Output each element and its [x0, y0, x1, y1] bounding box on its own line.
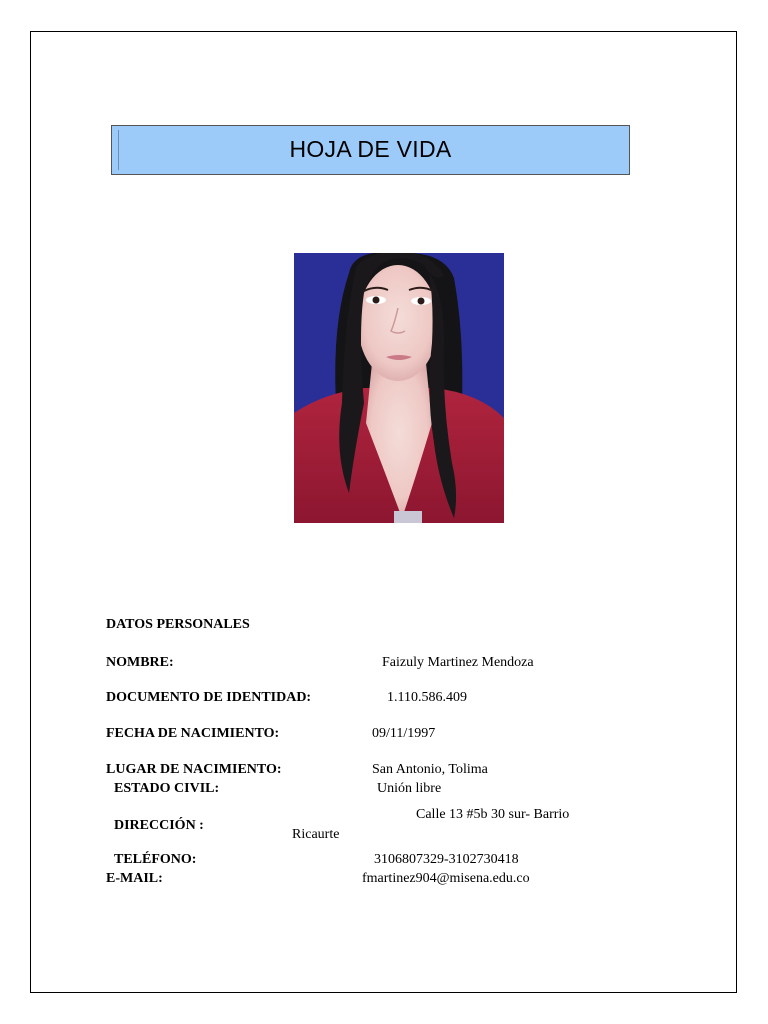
label-email: E-MAIL: — [106, 871, 163, 886]
label-direccion: DIRECCIÓN : — [114, 818, 204, 833]
title-banner — [111, 125, 630, 175]
document-title: HOJA DE VIDA — [289, 135, 452, 162]
value-nombre: Faizuly Martinez Mendoza — [382, 655, 534, 670]
label-nombre: NOMBRE: — [106, 655, 174, 670]
value-telefono: 3106807329-3102730418 — [374, 852, 519, 867]
profile-photo — [294, 253, 504, 523]
value-email: fmartinez904@misena.edu.co — [362, 871, 530, 886]
section-heading-datos-personales: DATOS PERSONALES — [106, 617, 250, 632]
label-documento: DOCUMENTO DE IDENTIDAD: — [106, 690, 312, 705]
label-estado-civil: ESTADO CIVIL: — [114, 781, 220, 796]
value-direccion-line2: Ricaurte — [292, 827, 340, 842]
value-direccion-line1: Calle 13 #5b 30 sur- Barrio — [416, 807, 570, 822]
label-telefono: TELÉFONO: — [114, 852, 197, 867]
value-fecha-nacimiento: 09/11/1997 — [372, 726, 436, 741]
label-fecha-nacimiento: FECHA DE NACIMIENTO: — [106, 726, 280, 741]
value-estado-civil: Unión libre — [377, 781, 442, 796]
label-lugar-nacimiento: LUGAR DE NACIMIENTO: — [106, 762, 282, 777]
value-documento: 1.110.586.409 — [387, 690, 467, 705]
value-lugar-nacimiento: San Antonio, Tolima — [372, 762, 488, 777]
